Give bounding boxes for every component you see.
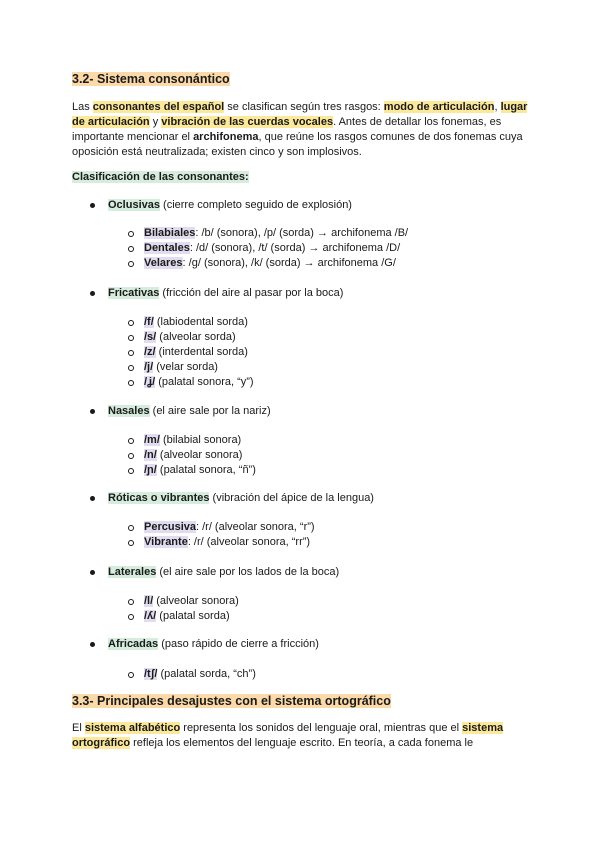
subheading-text: Clasificación de las consonantes: bbox=[72, 171, 249, 183]
circle-bullet-icon bbox=[128, 320, 134, 326]
item-value: (velar sorda) bbox=[153, 361, 218, 373]
group-name: Nasales bbox=[108, 405, 150, 417]
item-value: (alveolar sorda) bbox=[156, 331, 236, 343]
item-key: /z/ bbox=[144, 346, 156, 358]
circle-bullet-icon bbox=[128, 365, 134, 371]
group-desc: (el aire sale por los lados de la boca) bbox=[156, 566, 340, 578]
circle-bullet-icon bbox=[128, 350, 134, 356]
item-value: : /d/ (sonora), /t/ (sorda) → archifonema /D/ bbox=[189, 242, 401, 254]
group-desc: (cierre completo seguido de explosión) bbox=[159, 199, 352, 211]
section-heading-3-3 bbox=[72, 694, 530, 708]
classification-subheading bbox=[72, 171, 530, 183]
bullet-icon bbox=[90, 496, 95, 501]
item-value: : /g/ (sonora), /k/ (sorda) → archifonema /G/ bbox=[182, 257, 396, 269]
highlight-term: lugar de articulación bbox=[72, 101, 528, 128]
intro-paragraph bbox=[72, 100, 530, 160]
item-value: (labiodental sorda) bbox=[153, 316, 248, 328]
group-name: Laterales bbox=[108, 566, 157, 578]
bullet-icon bbox=[90, 203, 95, 208]
highlight-term: vibración de las cuerdas vocales bbox=[161, 116, 334, 128]
item-key: Vibrante bbox=[144, 536, 188, 548]
group-name: Africadas bbox=[108, 638, 159, 650]
circle-bullet-icon bbox=[128, 468, 134, 474]
bullet-icon bbox=[90, 570, 95, 575]
item-key: /ʎ/ bbox=[144, 610, 157, 622]
circle-bullet-icon bbox=[128, 614, 134, 620]
item-key: Bilabiales bbox=[144, 227, 196, 239]
item-key: /ʝ/ bbox=[144, 376, 156, 388]
item-key: /j/ bbox=[144, 361, 154, 373]
text-run: refleja los elementos del lenguaje escrito. En teoría, a cada fonema le bbox=[130, 737, 474, 749]
circle-bullet-icon bbox=[128, 599, 134, 605]
item-value: (palatal sorda, “ch”) bbox=[157, 668, 256, 680]
item-key: /ɲ/ bbox=[144, 464, 157, 476]
circle-bullet-icon bbox=[128, 525, 134, 531]
outro-paragraph bbox=[72, 721, 530, 751]
text-run: se clasifican según tres rasgos: bbox=[224, 101, 384, 113]
group-name: Fricativas bbox=[108, 287, 160, 299]
item-value: (palatal sonora, “ñ”) bbox=[156, 464, 256, 476]
group-desc: (paso rápido de cierre a fricción) bbox=[158, 638, 319, 650]
group-desc: (vibración del ápice de la lengua) bbox=[209, 492, 374, 504]
group-name: Oclusivas bbox=[108, 199, 160, 211]
item-value: : /r/ (alveolar sonora, “r”) bbox=[195, 521, 315, 533]
heading-text: 3.3- Principales desajustes con el sistema ortográfico bbox=[72, 694, 391, 708]
circle-bullet-icon bbox=[128, 380, 134, 386]
item-value: (alveolar sonora) bbox=[153, 595, 239, 607]
text-run: . Antes de detallar los fonemas, es importante mencionar el bbox=[72, 116, 502, 143]
circle-bullet-icon bbox=[128, 540, 134, 546]
item-value: : /r/ (alveolar sonora, “rr”) bbox=[187, 536, 311, 548]
item-value: (bilabial sonora) bbox=[159, 434, 242, 446]
group-name: Róticas o vibrantes bbox=[108, 492, 210, 504]
circle-bullet-icon bbox=[128, 335, 134, 341]
item-key: Percusiva bbox=[144, 521, 196, 533]
heading-text: 3.2- Sistema consonántico bbox=[72, 72, 230, 86]
item-key: Velares bbox=[144, 257, 183, 269]
circle-bullet-icon bbox=[128, 231, 134, 237]
item-key: /l/ bbox=[144, 595, 154, 607]
highlight-term: consonantes del español bbox=[92, 101, 225, 113]
bold-term: archifonema bbox=[193, 131, 259, 143]
section-heading-3-2 bbox=[72, 72, 530, 86]
bullet-icon bbox=[90, 409, 95, 414]
group-desc: (el aire sale por la nariz) bbox=[149, 405, 271, 417]
text-run: El bbox=[72, 722, 85, 734]
highlight-term: sistema alfabético bbox=[84, 722, 181, 734]
highlight-term: modo de articulación bbox=[383, 101, 495, 113]
item-key: /n/ bbox=[144, 449, 157, 461]
item-value: (alveolar sonora) bbox=[156, 449, 243, 461]
bullet-icon bbox=[90, 291, 95, 296]
item-value: : /b/ (sonora), /p/ (sorda) → archifonema /B/ bbox=[195, 227, 409, 239]
item-key: /m/ bbox=[144, 434, 160, 446]
circle-bullet-icon bbox=[128, 438, 134, 444]
group-desc: (fricción del aire al pasar por la boca) bbox=[159, 287, 344, 299]
bullet-icon bbox=[90, 642, 95, 647]
circle-bullet-icon bbox=[128, 672, 134, 678]
item-key: /f/ bbox=[144, 316, 154, 328]
text-run: representa los sonidos del lenguaje oral, mientras que el bbox=[180, 722, 463, 734]
item-key: /tʃ/ bbox=[144, 668, 158, 680]
text-run: , que reúne los rasgos comunes de dos fonemas cuya oposición está neutralizada; existen cinco y son implosivos. bbox=[72, 131, 523, 158]
item-value: (palatal sorda) bbox=[156, 610, 230, 622]
item-key: /s/ bbox=[144, 331, 157, 343]
item-value: (interdental sorda) bbox=[155, 346, 248, 358]
text-run: y bbox=[149, 116, 162, 128]
circle-bullet-icon bbox=[128, 261, 134, 267]
highlight-term: sistema ortográfico bbox=[72, 722, 504, 749]
text-run: , bbox=[494, 101, 501, 113]
item-value: (palatal sonora, “y”) bbox=[155, 376, 254, 388]
text-run: Las bbox=[72, 101, 93, 113]
circle-bullet-icon bbox=[128, 453, 134, 459]
circle-bullet-icon bbox=[128, 246, 134, 252]
item-key: Dentales bbox=[144, 242, 190, 254]
